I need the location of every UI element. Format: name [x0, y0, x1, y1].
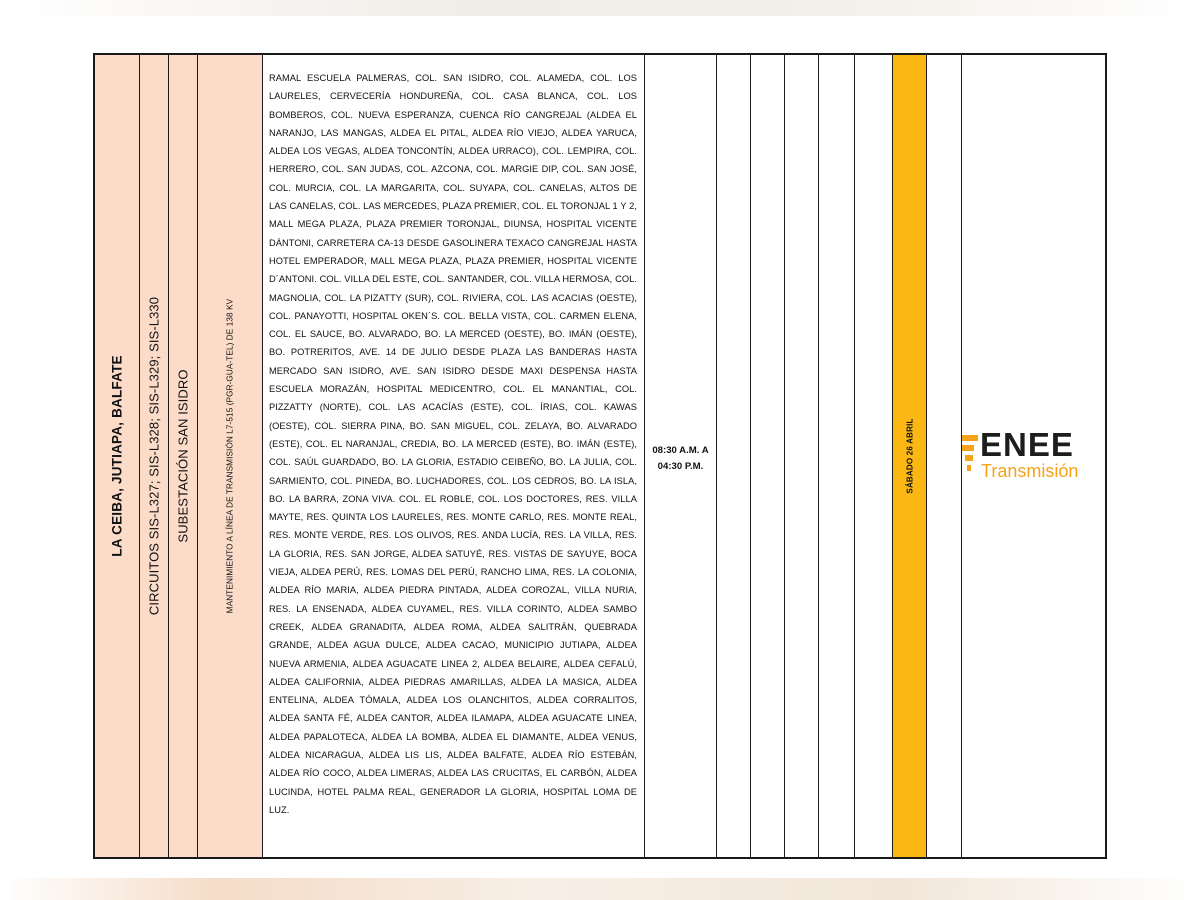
- outage-schedule-table: [93, 53, 1107, 859]
- time-end: 04:30 P.M.: [657, 461, 704, 472]
- date-cell: [893, 55, 927, 857]
- bottom-border-band: [0, 878, 1200, 900]
- substation-label: SUBESTACIÓN SAN ISIDRO: [175, 369, 191, 543]
- logo-cell: [962, 55, 1105, 857]
- time-start: 08:30 A.M. A: [652, 445, 709, 456]
- empty-cell-6: [927, 55, 962, 857]
- affected-zones-text: RAMAL ESCUELA PALMERAS, COL. SAN ISIDRO, COL. ALAMEDA, COL. LOS LAURELES, CERVECERÍA HONDUREÑA, COL. CASA BLANCA, COL. LOS BOMBEROS, COL. NUEVA ESPERANZA, CUENCA RÍO CANGREJAL (ALDEA EL NARANJO, LAS MANGAS, ALDEA EL PITAL, ALDEA RÍO VIEJO, ALDEA YARUCA, ALDEA LOS VEGAS, ALDEA TONCONTÍN, ALDEA URRACO), COL. LEMPIRA, COL. HERRERO, COL. SAN JUDAS, COL. AZCONA, COL. MARGIE DIP, COL. SAN JOSÉ, COL. MURCIA, COL. LA MARGARITA, COL. SUYAPA, COL. CANELAS, ALTOS DE LAS CANELAS, COL. LAS MERCEDES, PLAZA PREMIER, COL. EL TORONJAL 1 Y 2, MALL MEGA PLAZA, PLAZA PREMIER TORONJAL, DIUNSA, HOSPITAL VICENTE DÁNTONI, CARRETERA CA-13 DESDE GASOLINERA TEXACO CANGREJAL HASTA HOTEL EMPERADOR, MALL MEGA PLAZA, PLAZA PREMIER, HOSPITAL VICENTE D´ANTONI. COL. VILLA DEL ESTE, COL. SANTANDER, COL. VILLA HERMOSA, COL. MAGNOLIA, COL. LA PIZATTY (SUR), COL. RIVIERA, COL. LAS ACACIAS (OESTE), COL. PANAYOTTI, HOSPITAL OKEN´S. COL. BELLA VISTA, COL. CARMEN ELENA, COL. EL SAUCE, BO. ALVARADO, BO. LA MERCED (OESTE), BO. IMÁN (OESTE), BO. POTRERITOS, AVE. 14 DE JULIO DESDE PLAZA LAS BANDERAS HASTA MERCADO SAN ISIDRO, AVE. SAN ISIDRO DESDE MAXI DESPENSA HASTA ESCUELA MORAZÁN, HOSPITAL MEDICENTRO, COL. EL MANANTIAL, COL. PIZZATTY (NORTE), COL. LAS ACACÍAS (ESTE), COL. ÍRIAS, COL. KAWAS (OESTE), COL. SIERRA PINA, BO. SAN MIGUEL, COL. ZELAYA, BO. ALVARADO (ESTE), COL. EL NARANJAL, CREDIA, BO. LA MERCED (ESTE), BO. IMÁN (ESTE), COL. SAÚL GUARDADO, BO. LA GLORIA, ESTADIO CEIBEÑO, BO. LA JULIA, COL. SARMIENTO, COL. PINEDA, BO. LUCHADORES, COL. LOS CEDROS, BO. LA ISLA, BO. LA BARRA, ZONA VIVA. COL. EL ROBLE, COL. LOS DOCTORES, RES. VILLA MAYTE, RES. QUINTA LOS LAURELES, RES. MONTE CARLO, RES. MONTE REAL, RES. MONTE VERDE, RES. LOS OLIVOS, RES. ANDA LUCÍA, RES. LA VILLA, RES. LA GLORIA, RES. SAN JORGE, ALDEA SATUYÉ, RES. VISTAS DE SAYUYE, BOCA VIEJA, ALDEA PERÚ, RES. LOMAS DEL PERÚ, RANCHO LIMA, RES. LA COLONIA, ALDEA RÍO MARIA, ALDEA PIEDRA PINTADA, ALDEA COROZAL, VILLA NURIA, RES. LA ENSENADA, ALDEA CUYAMEL, RES. VILLA CORINTO, ALDEA SAMBO CREEK, ALDEA GRANADITA, ALDEA ROMA, ALDEA SALITRÁN, QUEBRADA GRANDE, ALDEA AGUA DULCE, ALDEA CACAO, MUNICIPIO JUTIAPA, ALDEA NUEVA ARMENIA, ALDEA AGUACATE LINEA 2, ALDEA BELAIRE, ALDEA CEFALÚ, ALDEA CALIFORNIA, ALDEA PIEDRAS AMARILLAS, ALDEA LA MASICA, ALDEA ENTELINA, ALDEA TÓMALA, ALDEA LOS OLANCHITOS, ALDEA CORRALITOS, ALDEA SANTA FÉ, ALDEA CANTOR, ALDEA ILAMAPA, ALDEA AGUACATE LINEA, ALDEA PAPALOTECA, ALDEA LA BOMBA, ALDEA EL DIAMANTE, ALDEA VENUS, ALDEA NICARAGUA, ALDEA LIS LIS, ALDEA BALFATE, ALDEA RÍO ESTEBÁN, ALDEA RÍO COCO, ALDEA LIMERAS, ALDEA LAS CRUCITAS, EL CARBÓN, ALDEA LUCINDA, HOTEL PALMA REAL, GENERADOR LA GLORIA, HOSPITAL LOMA DE LUZ.: [269, 73, 637, 815]
- time-cell: [645, 55, 717, 857]
- substation-cell: [169, 55, 198, 857]
- area-cell: [95, 55, 140, 857]
- empty-cell-4: [819, 55, 855, 857]
- empty-cell-5: [855, 55, 893, 857]
- affected-zones-cell: [263, 55, 645, 857]
- enee-transmision-logo: [962, 427, 1104, 487]
- circuits-label: CIRCUITOS SIS-L327; SIS-L328; SIS-L329; SIS-L330: [146, 296, 162, 616]
- empty-cell-1: [717, 55, 751, 857]
- enee-logo-mark-icon: [962, 435, 978, 471]
- circuits-cell: [140, 55, 169, 857]
- logo-subtitle: Transmisión: [981, 461, 1079, 481]
- logo-word: ENEE: [980, 426, 1074, 463]
- area-label: LA CEIBA, JUTIAPA, BALFATE: [109, 355, 125, 557]
- time-range: [645, 443, 716, 475]
- maintenance-label: MANTENIMIENTO A LÍNEA DE TRANSMISIÓN L7-515 (PGR-GUA-TEL) DE 138 KV: [225, 298, 235, 614]
- empty-cell-2: [751, 55, 785, 857]
- top-border-band: [0, 0, 1200, 16]
- empty-cell-3: [785, 55, 819, 857]
- date-label: SÁBADO 26 ABRIL: [905, 418, 914, 494]
- maintenance-cell: [198, 55, 263, 857]
